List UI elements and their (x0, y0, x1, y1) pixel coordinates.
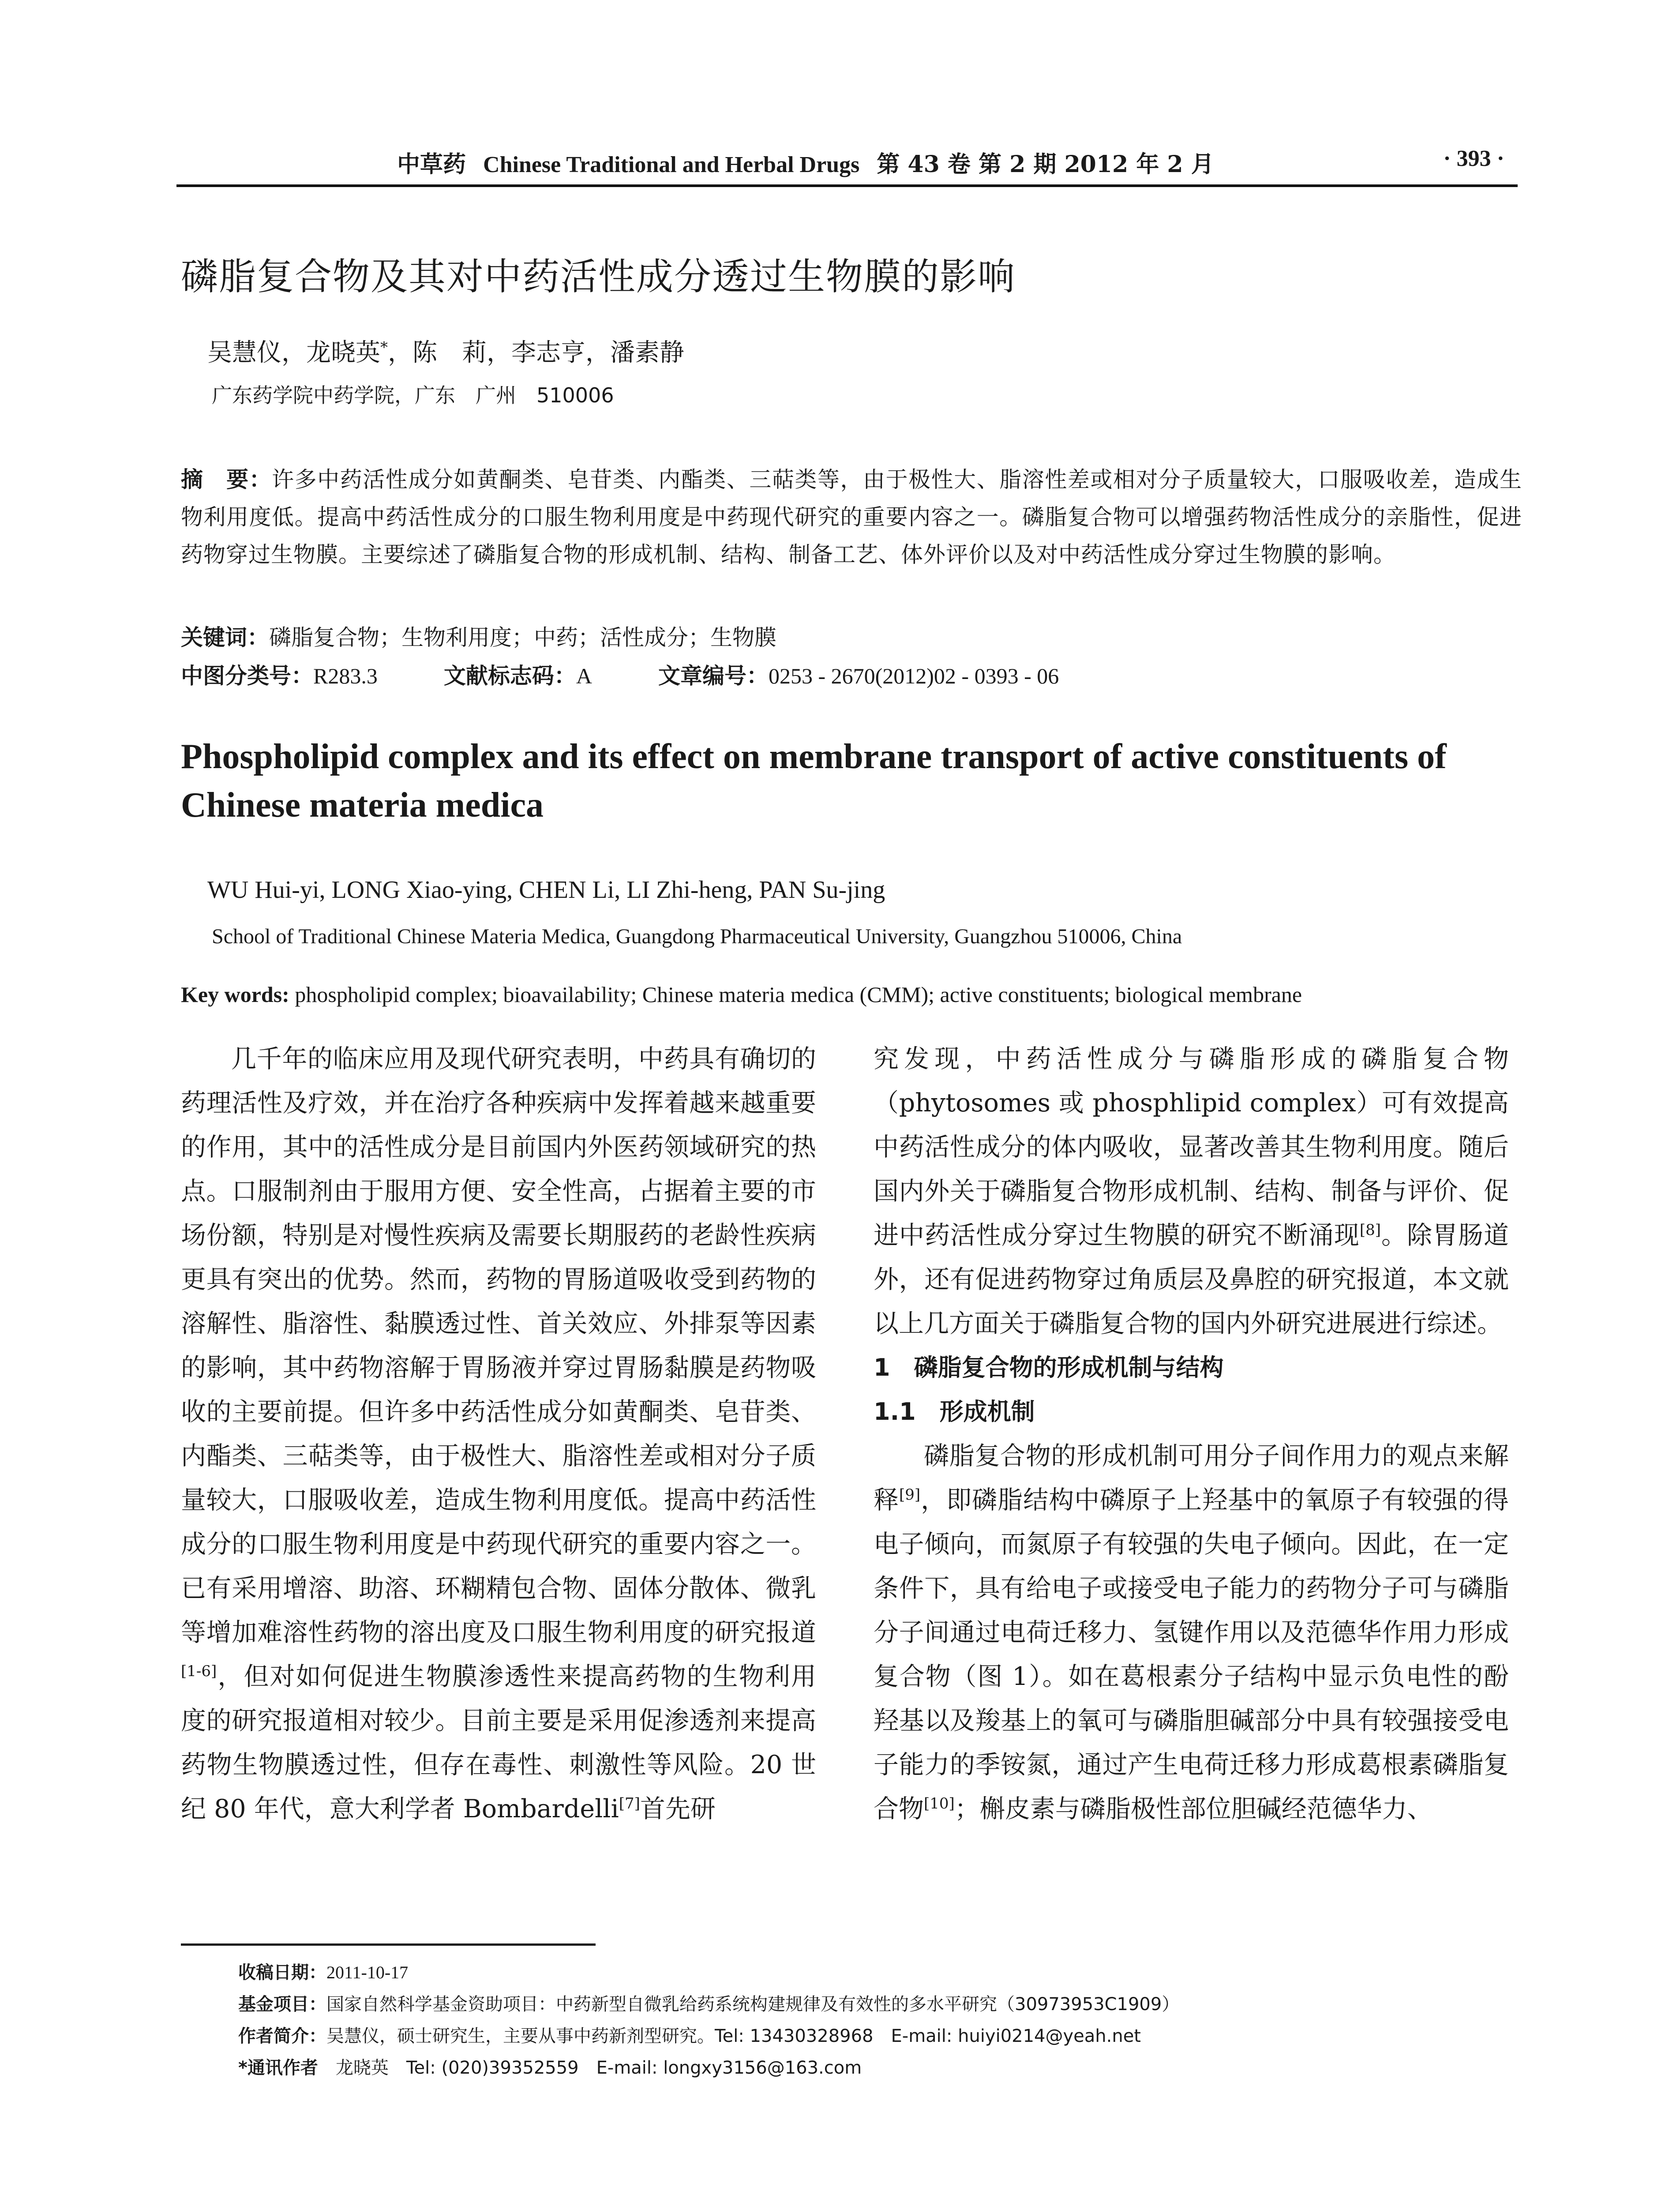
clc-value: R283.3 (313, 664, 378, 688)
article-no-value: 0253 - 2670(2012)02 - 0393 - 06 (768, 664, 1059, 688)
paragraph-mechanism (874, 1434, 1509, 1831)
doc-code-value: A (576, 664, 592, 688)
mechanism-text-a: 磷脂复合物的形成机制可用分子间作用力的观点来解释 (874, 1441, 1509, 1515)
doc-code-label: 文献标志码： (443, 663, 576, 689)
keywords-en (181, 982, 1302, 1007)
authors-cn-a: 吴慧仪，龙晓英 (207, 338, 380, 367)
received-label: 收稿日期： (238, 1962, 326, 1983)
keywords-cn (181, 620, 776, 652)
mechanism-text-b: ，即磷脂结构中磷原子上羟基中的氧原子有较强的得电子倾向，而氮原子有较强的失电子倾向。因此，在一定条件下，具有给电子或接受电子能力的药物分子可与磷脂分子间通过电荷迁移力、氢键作用以及范德华作用力形成复合物（图 1）。如在葛根素分子结构中显示负电性的酚羟基以及羧基上的氧可与磷脂胆碱部分中具有较强接受电子能力的季铵氮，通过产生电荷迁移力形成葛根素磷脂复合物 (874, 1486, 1509, 1823)
affiliation-en: School of Traditional Chinese Materia Medica, Guangdong Pharmaceutical University, Guangzhou 510006, China (212, 925, 1182, 948)
footnote-fund (238, 1988, 1179, 2020)
abstract-label: 摘 要： (181, 467, 272, 492)
corresponding-label: *通讯作者 (238, 2058, 318, 2078)
keywords-en-label: Key words: (181, 982, 289, 1007)
page-number: · 393 · (1443, 146, 1504, 171)
journal-name-en: Chinese Traditional and Herbal Drugs (483, 152, 860, 177)
mechanism-text-c: ；槲皮素与磷脂极性部位胆碱经范德华力、 (954, 1794, 1432, 1823)
keywords-en-text: phospholipid complex; bioavailability; Chinese materia medica (CMM); active constituents; biological membrane (295, 982, 1302, 1007)
citation-9[interactable]: [9] (899, 1486, 921, 1504)
clc-field (181, 663, 378, 689)
keywords-cn-text: 磷脂复合物；生物利用度；中药；活性成分；生物膜 (269, 625, 776, 650)
intro-text-b: ，但对如何促进生物膜渗透性来提高药物的生物利用度的研究报道相对较少。目前主要是采用促渗透剂来提高药物生物膜透过性，但存在毒性、刺激性等风险。20 世纪 80 年代，意大利学者 Bombardelli (181, 1662, 816, 1823)
title-cn: 磷脂复合物及其对中药活性成分透过生物膜的影响 (181, 255, 1016, 298)
paragraph-intro (181, 1037, 816, 1831)
footnote-bio (238, 2020, 1179, 2052)
bio-label: 作者简介： (238, 2026, 326, 2046)
journal-name-cn: 中草药 (397, 151, 466, 178)
keywords-cn-label: 关键词： (181, 625, 269, 650)
running-header (176, 140, 1518, 187)
intro-cont-text-b: 。除胃肠道外，还有促进药物穿过角质层及鼻腔的研究报道，本文就以上几方面关于磷脂复合物的国内外研究进展进行综述。 (874, 1221, 1509, 1338)
corresponding-mark: * (380, 338, 388, 356)
fund-label: 基金项目： (238, 1994, 326, 2015)
article-no-label: 文章编号： (658, 663, 769, 689)
received-date: 2011-10-17 (326, 1962, 409, 1982)
intro-cont-text-a: 究发现，中药活性成分与磷脂形成的磷脂复合物（phytosomes 或 phosphlipid complex）可有效提高中药活性成分的体内吸收，显著改善其生物利用度。随后国内外关于磷脂复合物形成机制、结构、制备与评价、促进中药活性成分穿过生物膜的研究不断涌现 (874, 1044, 1509, 1250)
citation-1-6[interactable]: [1-6] (181, 1662, 217, 1680)
authors-cn (207, 333, 684, 368)
body-column-left (181, 1037, 816, 1831)
abstract-cn (181, 461, 1522, 574)
corresponding-text: 龙晓英 Tel: (020)39352559 E-mail: longxy3156@163.com (318, 2058, 862, 2078)
citation-8[interactable]: [8] (1359, 1221, 1381, 1239)
authors-en: WU Hui-yi, LONG Xiao-ying, CHEN Li, LI Zhi-heng, PAN Su-jing (207, 876, 885, 904)
bio-text: 吴慧仪，硕士研究生，主要从事中药新剂型研究。Tel: 13430328968 E-mail: huiyi0214@yeah.net (326, 2026, 1141, 2046)
title-en: Phospholipid complex and its effect on membrane transport of active constituents of Chinese materia medica (181, 737, 1447, 825)
clc-label: 中图分类号： (181, 663, 313, 689)
journal-header (397, 146, 1214, 179)
article-meta (181, 658, 1125, 690)
doc-code-field (444, 663, 592, 689)
citation-7[interactable]: [7] (619, 1795, 640, 1812)
citation-10[interactable]: [10] (924, 1795, 955, 1812)
section-heading-1-1: 1.1 形成机制 (874, 1398, 1035, 1426)
intro-text-c: 首先研 (640, 1794, 716, 1823)
footnotes (238, 1957, 1179, 2084)
authors-cn-b: ，陈 莉，李志亨，潘素静 (388, 338, 684, 367)
body-column-right (874, 1037, 1509, 1831)
article-no-field (658, 663, 1059, 689)
affiliation-cn: 广东药学院中药学院，广东 广州 510006 (212, 383, 614, 407)
footnote-corresponding (238, 2052, 1179, 2084)
fund-text: 国家自然科学基金资助项目：中药新型自微乳给药系统构建规律及有效性的多水平研究（30973953C1909） (326, 1994, 1180, 2015)
footnote-divider (181, 1943, 596, 1946)
journal-issue: 第 43 卷 第 2 期 2012 年 2 月 (877, 151, 1214, 178)
paragraph-intro-cont (874, 1037, 1509, 1346)
abstract-text: 许多中药活性成分如黄酮类、皂苷类、内酯类、三萜类等，由于极性大、脂溶性差或相对分子质量较大，口服吸收差，造成生物利用度低。提高中药活性成分的口服生物利用度是中药现代研究的重要内容之一。磷脂复合物可以增强药物活性成分的亲脂性，促进药物穿过生物膜。主要综述了磷脂复合物的形成机制、结构、制备工艺、体外评价以及对中药活性成分穿过生物膜的影响。 (181, 467, 1522, 567)
section-heading-1: 1 磷脂复合物的形成机制与结构 (874, 1354, 1224, 1381)
intro-text-a: 几千年的临床应用及现代研究表明，中药具有确切的药理活性及疗效，并在治疗各种疾病中发挥着越来越重要的作用，其中的活性成分是目前国内外医药领域研究的热点。口服制剂由于服用方便、安全性高，占据着主要的市场份额，特别是对慢性疾病及需要长期服药的老龄性疾病更具有突出的优势。然而，药物的胃肠道吸收受到药物的溶解性、脂溶性、黏膜透过性、首关效应、外排泵等因素的影响，其中药物溶解于胃肠液并穿过胃肠黏膜是药物吸收的主要前提。但许多中药活性成分如黄酮类、皂苷类、内酯类、三萜类等，由于极性大、脂溶性差或相对分子质量较大，口服吸收差，造成生物利用度低。提高中药活性成分的口服生物利用度是中药现代研究的重要内容之一。已有采用增溶、助溶、环糊精包合物、固体分散体、微乳等增加难溶性药物的溶出度及口服生物利用度的研究报道 (181, 1044, 816, 1647)
footnote-received (238, 1957, 1179, 1988)
